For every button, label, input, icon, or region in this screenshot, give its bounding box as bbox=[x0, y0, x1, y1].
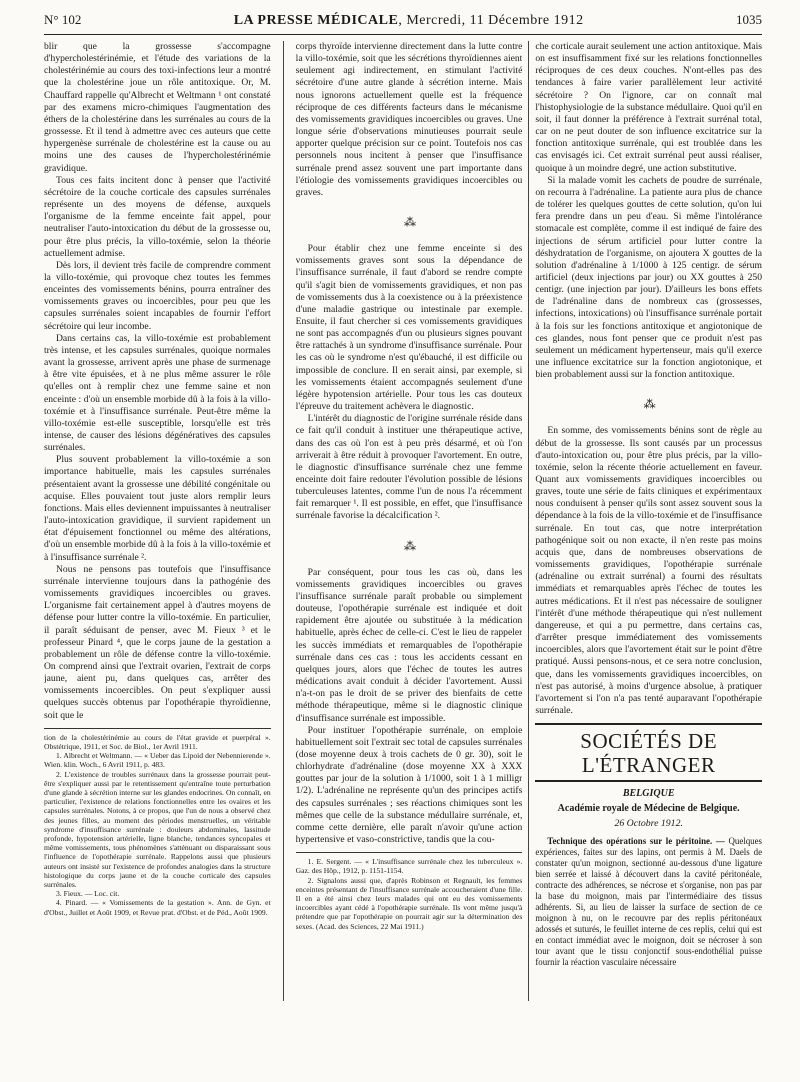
report-body: Quelques expériences, faites sur des lapins, ont permis à M. Daels de constater qu'un moignon, sectionné au-dessous d'une ligature bien serrée et laissé à découvert dans la cavité péritonéale, contracte des adhérences, se nécrose et s'organise, non pas par la base du moignon, mais par l'intermédiaire des tissus adhérents. Si, au lieu de laisser la surface de section de ce moignon à nu, on le recouvre par des replis péritonéaux adossés et suturés, le feuillet interne de ces replis, celui qui est en contact immédiat avec le moignon, doit se nécroser à son tour avant que le tissu conjonctif sous-endothélial puisse fournir la réaction vasculaire nécessaire bbox=[535, 835, 763, 967]
footnote: 1. E. Sergent. — « L'insuffisance surrénale chez les tuberculeux ». Gaz. des Hôp., 1912, p. 1151-1154. bbox=[295, 857, 523, 876]
footnote: 2. Signalons aussi que, d'après Robinson et Regnault, les femmes enceintes présentant de l'insuffisance surrénale accoucheraient d'une fille. Il en a été ainsi chez leurs malades qui ont eu des vomissements incoercibles ayant cédé à l'opothérapie surrénale. Ils vont même jusqu'à prétendre que par l'opothérapie on pourrait agir sur la détermination des sexes. (Acad. des Sciences, 22 Mai 1911.) bbox=[295, 875, 523, 931]
footnote: 4. Pinard. — « Vomissements de la gestation ». Ann. de Gyn. et d'Obst., Juillet et Août 1909, et Revue prat. d'Obst. et de Péd., Août 1909. bbox=[44, 898, 271, 917]
paragraph: Si la malade vomit les cachets de poudre de surrénale, on recourra à l'adrénaline. La patiente aura plus de chance de tolérer les quelques gouttes de cette solution, qu'on lui fera prendre dans un peu d'eau. Si même l'intolérance stomacale est complète, comme il est indiqué de faire des injections de sérum artificiel pour lutter contre la déshydratation de l'organisme, on ajoutera X gouttes de la solution d'adrénaline à 1/1000 à 125 centigr. de sérum artificiel (deux injections par jour) ou XX gouttes à 250 centigr. (une injection par jour). D'ailleurs les bons effets de l'adrénaline dans de nombreux cas (grossesses, infections, intoxications) où l'insuffisance surrénale portait à la fois sur les fonctions antitoxique et angiotonique de ces glandes, nous font penser que ce produit n'est pas seulement un médicament hypertenseur, mais qu'il exerce une influence excitatrice sur la fonction angiotonique, et bien probablement aussi sur la fonction antitoxique. bbox=[535, 174, 763, 381]
asterism: ⁂ bbox=[404, 215, 414, 230]
paragraph: blir que la grossesse s'accompagne d'hypercholestérinémie, et l'étude des variations de la cholestérinémie au cours des toxi-infections leur a montré que la cholestérine joue un rôle antitoxique. Or, M. Chauffard rappelle qu'Albrecht et Weltmann ¹ ont constaté par des examens micro-chimiques l'augmentation des éthers de la cholestérine dans les surrénales au cours de la grossesse. Et il tend à admettre avec ces auteurs que cette hypergenèse surrénale de cholestérine est la cause ou au moins une des causes de l'hypercholestérinémie gravidique. bbox=[44, 41, 271, 174]
running-header bbox=[44, 12, 762, 32]
footnote-rule bbox=[296, 852, 523, 853]
column-3 bbox=[535, 41, 762, 1071]
paragraph-italic-lead: Nous ne pensons pas toutefois que l'insuffisance surrénale intervienne toujours dans la pathogénie des vomissements gravidiques incoercibles ou graves. L'organisme fait certainement appel à d'autres moyens de défense pour lutter contre la villo-toxémie. En particulier, il paraît séduisant de penser, avec M. Fieux ³ et le professeur Pinard ⁴, que le corps jaune de la gestation a probablement un rôle de défense contre la villo-toxémie. On comprend ainsi que l'extrait ovarien, l'extrait de corps jaune, aient pu, dans quelques cas, arrêter des vomissements incoercibles. On peut s'expliquer aussi quelques succès obtenus par l'opothérapie thyroïdienne, soit que le bbox=[44, 563, 271, 721]
paragraph: Dans certains cas, la villo-toxémie est probablement très intense, et les capsules surrénales, quoique normales avant la grossesse, arrivent après une phase de surmenage à être vite épuisées, et à ne plus même assurer le rôle qu'elles ont à remplir chez une femme saine et non enceinte : d'où un ensemble morbide dû à la fois à la villo-toxémie et à l'insuffisance surrénale. Peut-être même la villo-toxémie est-elle susceptible, lorsqu'elle est très intense, de causer des lésions dégénératives des capsules surrénales. bbox=[44, 332, 271, 454]
paragraph: L'intérêt du diagnostic de l'origine surrénale réside dans ce fait qu'il conduit à instituer une thérapeutique active, dans des cas où l'on est à peu près désarmé, et où l'on arriverait à être réduit à provoquer l'avortement. En outre, le diagnostic d'insuffisance surrénale chez une femme enceinte doit faire redouter l'évolution possible de lésions tuberculeuses latentes, comme l'un de nous l'a récemment fait remarquer ¹. Il est possible, en effet, que l'insuffisance surrénale favorise la décalcification ². bbox=[295, 413, 523, 522]
session-date: 26 Octobre 1912. bbox=[614, 818, 683, 830]
report-lead: Technique des opérations sur le péritoine. — bbox=[547, 835, 725, 846]
paragraph: Pour instituer l'opothérapie surrénale, on emploie habituellement soit l'extrait sec total de capsules surrénales (dose moyenne deux à trois cachets de 0 gr. 30), soit le chlorhydrate d'adrénaline (dose moyenne XX à XXX gouttes par jour de la solution à 1/1000, soit 1 à 1 milligr 1/2). L'adrénaline ne représente qu'un des principes actifs des capsules surrénales ; ses réactions chimiques sont les mêmes que celle de la substance médullaire surrénale, et, comme cette dernière, elle paraît n'avoir qu'une action hypertensive et vaso-constrictive, tandis que la cou- bbox=[295, 724, 523, 846]
academy-heading: Académie royale de Médecine de Belgique. bbox=[557, 803, 740, 815]
footnote-rule bbox=[44, 728, 271, 729]
column-divider bbox=[528, 41, 529, 1001]
paragraph: che corticale aurait seulement une action antitoxique. Mais on est insuffisamment fixé sur les relations fonctionnelles réciproques de ces deux couches. N'ont-elles pas des tendances à faire varier parallèlement leur activité sécrétoire ? On l'ignore, car on connaît mal l'histophysiologie de la substance médullaire. Quoi qu'il en soit, il faut donner la préférence à l'extrait surrénal total, car on ne peut douter de son influence excitatrice sur la fonction antitoxique surrénale, qui est troublée dans les cas envisagés ici. Cet extrait surrénal peut aussi réaliser, quoique à un moindre degré, une action substitutive. bbox=[535, 41, 763, 174]
paragraph: Par conséquent, pour tous les cas où, dans les vomissements gravidiques incoercibles ou graves l'insuffisance surrénale paraît probable ou simplement douteuse, l'opothérapie surrénale est indiquée et doit rapidement être ajoutée ou substituée à la médication habituelle, après échec de celle-ci. C'est le lieu de rappeler les succès immédiats et remarquables de l'opothérapie surrénale dans ces cas : tous les accidents cessant en quelques jours, alors que l'échec de toutes les autres médications avait conduit à décider l'avortement. Aussi n'a-t-on pas le droit de se priver des bienfaits de cette méthode thérapeutique, même si le diagnostic clinique d'insuffisance surrénale est impossible. bbox=[295, 566, 523, 724]
paragraph: corps thyroïde intervienne directement dans la lutte contre la villo-toxémie, soit que les sécrétions thyroïdiennes aient seulement agi indirectement, en stimulant l'activité sécrétoire d'une autre glande à sécrétion interne. Mais nous ignorons actuellement quelle est la fréquence réciproque de ces différents facteurs dans le mécanisme des vomissements gravidiques incoercibles ou graves. Une longue série d'observations minutieuses pourrait seule apporter quelque précision sur ce point. Toutefois nos cas personnels nous incitent à penser que l'insuffisance surrénale prend assez souvent une part importante dans l'étiologie des vomissements gravidiques incoercibles ou graves. bbox=[295, 41, 523, 198]
header-rule bbox=[44, 34, 762, 35]
section-title: SOCIÉTÉS DE L'ÉTRANGER bbox=[535, 723, 762, 782]
country-heading: BELGIQUE bbox=[622, 788, 675, 800]
columns bbox=[44, 41, 762, 1071]
issue-date: , Mercredi, 11 Décembre 1912 bbox=[398, 13, 584, 28]
asterism: ⁂ bbox=[404, 538, 414, 553]
masthead bbox=[234, 13, 584, 29]
asterism: ⁂ bbox=[643, 397, 654, 412]
paragraph: Dès lors, il devient très facile de comprendre comment la villo-toxémie, qui provoque chez toutes les femmes enceintes des vomissements bénins, pourra entraîner des vomissements graves ou incoercibles, pour peu que les capsules surrénales soient incapables de fournir l'effort sécrétoire qui leur incombe. bbox=[44, 259, 271, 332]
footnote: 3. Fieux. — Loc. cit. bbox=[56, 889, 120, 899]
footnote: tion de la cholestérinémie au cours de l'état gravide et puerpéral ». Obstétrique, 1911, et Soc. de Biol., 1er Avril 1911. bbox=[44, 732, 271, 751]
footnote: 2. L'existence de troubles surrénaux dans la grossesse pourrait peut-être s'expliquer aussi par le retentissement qu'entraîne toute perturbation d'une glande à sécrétion interne sur les glandes endocrines. On connaît, en particulier, l'existence de relations fonctionnelles entre les ovaires et les capsules surrénales. Notons, à ce propos, que l'un de nous a observé chez des jeunes filles, au moment des périodes menstruelles, un véritable syndrome d'insuffisance surrénale : douleurs abdominales, lassitude profonde, hypotension artérielle, ligne blanche, tendances syncopales et même vomissements, tous phénomènes s'atténuant ou disparaissant sous l'influence de l'opothérapie surrénale. Rappelons aussi que plusieurs auteurs ont insisté sur l'existence de profondes analogies dans la structure histologique du corps jaune et de la couche corticale des capsules surrénales. bbox=[44, 769, 271, 889]
paragraph: Tous ces faits incitent donc à penser que l'activité sécrétoire de la couche corticale des capsules surrénales représente un des moyens de défense, auxquels l'organisme de la femme enceinte fait appel, pour neutraliser l'auto-intoxication du début de la grossesse ou, pour être plus précis, la villo-toxémie, selon la théorie actuellement admise. bbox=[44, 174, 271, 259]
paragraph: En somme, des vomissements bénins sont de règle au début de la grossesse. Ils sont causés par un processus d'auto-intoxication ou, pour être plus précis, par la villo-toxémie, selon la récente théorie actuellement en faveur. Quant aux vomissements gravidiques incoercibles ou graves, toute une série de faits cliniques et expérimentaux nous conduisent à penser qu'ils sont assez souvent sous la dépendance à la fois de la villo-toxémie et de l'insuffisance surrénale. En tout cas, que notre interprétation pathogénique soit ou non exacte, il n'en reste pas moins acquis que, dans de nombreuses observations de vomissements gravidiques, l'opothérapie surrénale (adrénaline ou extrait surrénal) a fourni des résultats immédiats et remarquables après l'échec de toutes les autres médications. Et il n'est pas nécessaire de souligner l'intérêt d'une méthode thérapeutique qui n'est nullement dangereuse, et qui a pu permettre, dans certains cas, d'arrêter presque immédiatement des vomissements incoercibles, alors que l'avortement était sur le point d'être pratiqué. Aussi pensons-nous, et ce sera notre conclusion, que, dans les vomissements gravidiques incoercibles, on n'est pas autorisé, à moins d'urgence absolue, à pratiquer l'avortement si l'on n'a pas tenté auparavant l'opothérapie surrénale. bbox=[535, 425, 763, 716]
footnote: 1. Albrecht et Weltmann. — « Ueber das Lipoid der Nebennierende ». Wien. klin. Woch., 6 Avril 1911, p. 483. bbox=[44, 751, 271, 770]
journal-title: LA PRESSE MÉDICALE bbox=[233, 13, 399, 28]
issue-number: N° 102 bbox=[44, 12, 82, 27]
column-2 bbox=[296, 41, 523, 1071]
column-divider bbox=[283, 41, 284, 1001]
column-1 bbox=[44, 41, 271, 1071]
paragraph: Pour établir chez une femme enceinte si des vomissements graves sont sous la dépendance de l'insuffisance surrénale, il faut d'abord se rendre compte qu'il s'agit bien de vomissements gravidiques, et non pas de vomissements dus à la coexistence ou à la préexistence d'une maladie gastrique ou intestinale par exemple. Ensuite, il faut chercher si ces vomissements gravidiques ne sont pas accompagnés d'un ou plusieurs signes pouvant être rattachés à un syndrome d'insuffisance surrénale. Pour les cas où le syndrome n'est qu'ébauché, il est difficile ou impossible de conclure. Il en serait ainsi, par exemple, si les vomissements étaient accompagnés seulement d'une légère hypotension artérielle. Pour tous les cas douteux l'épreuve du traitement achèvera le diagnostic. bbox=[295, 243, 523, 413]
page-number: 1035 bbox=[736, 12, 762, 27]
report-paragraph bbox=[535, 836, 762, 968]
paragraph: Plus souvent probablement la villo-toxémie a son importance habituelle, mais les capsules surrénales présentaient avant la grossesse une débilité congénitale ou acquise. Elles pouvaient tout juste alors remplir leurs fonctions. Mais elles deviennent impuissantes à neutraliser l'auto-intoxication gravidique, il survient rapidement un état d'épuisement fonctionnel ou même des altérations, d'où un ensemble morbide dû à la fois à la villo-toxémie et à l'insuffisance surrénale ². bbox=[44, 454, 271, 563]
